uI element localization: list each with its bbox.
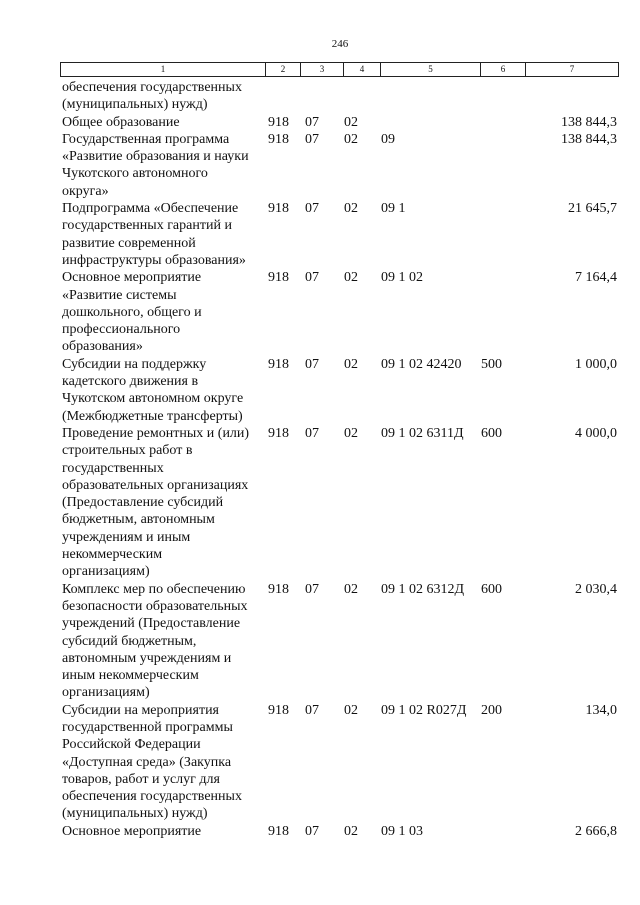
cell-section: 07 bbox=[305, 823, 319, 839]
cell-expense-type: 600 bbox=[481, 581, 502, 597]
name-line: (муниципальных) нужд) bbox=[62, 97, 208, 113]
column-header-1: 1 bbox=[61, 63, 266, 77]
cell-grbs: 918 bbox=[268, 114, 289, 130]
cell-grbs: 918 bbox=[268, 270, 289, 286]
name-line: Комплекс мер по обеспечению bbox=[62, 581, 246, 597]
cell-name bbox=[60, 269, 265, 355]
name-line: инфраструктуры образования» bbox=[62, 252, 246, 268]
cell-expense-type bbox=[480, 131, 525, 200]
cell-subsection: 02 bbox=[344, 702, 358, 718]
name-line: автономным учреждениям и bbox=[62, 650, 232, 666]
column-header-row bbox=[60, 62, 619, 77]
cell-name bbox=[60, 702, 265, 823]
name-line: образования» bbox=[62, 339, 143, 355]
cell-target-article: 09 1 02 6312Д bbox=[381, 581, 465, 597]
cell-name bbox=[60, 200, 265, 269]
name-line: организациям) bbox=[62, 685, 150, 701]
cell-expense-type bbox=[480, 79, 525, 114]
table-row bbox=[60, 200, 618, 269]
name-line: развитие современной bbox=[62, 235, 196, 251]
name-line: организациям) bbox=[62, 564, 150, 580]
name-line: субсидий бюджетным, bbox=[62, 633, 197, 649]
table-body bbox=[60, 79, 618, 840]
cell-section: 07 bbox=[305, 270, 319, 286]
cell-grbs: 918 bbox=[268, 131, 289, 147]
cell-expense-type: 500 bbox=[481, 356, 502, 372]
cell-subsection: 02 bbox=[344, 581, 358, 597]
name-line: обеспечения государственных bbox=[62, 789, 242, 805]
cell-grbs: 918 bbox=[268, 702, 289, 718]
cell-expense-type bbox=[480, 269, 525, 355]
name-line: Проведение ремонтных и (или) bbox=[62, 425, 250, 441]
cell-grbs: 918 bbox=[268, 425, 289, 441]
name-line: Субсидии на поддержку bbox=[62, 356, 207, 372]
name-line: Чукотском автономном округе bbox=[62, 391, 244, 407]
table-row bbox=[60, 114, 618, 131]
name-line: Субсидии на мероприятия bbox=[62, 702, 219, 718]
cell-target-article: 09 bbox=[381, 131, 395, 147]
name-line: Российской Федерации bbox=[62, 737, 201, 753]
name-line: округа» bbox=[62, 183, 109, 199]
column-header-5: 5 bbox=[381, 63, 481, 77]
name-line: образовательных организациях bbox=[62, 477, 249, 493]
name-line: «Развитие образования и науки bbox=[62, 149, 249, 165]
cell-subsection: 02 bbox=[344, 823, 358, 839]
cell-amount: 21 645,7 bbox=[568, 201, 617, 217]
name-line: профессионального bbox=[62, 322, 181, 338]
cell-amount bbox=[525, 79, 618, 114]
cell-section: 07 bbox=[305, 114, 319, 130]
cell-name bbox=[60, 823, 265, 840]
column-header-6: 6 bbox=[481, 63, 526, 77]
cell-section: 07 bbox=[305, 131, 319, 147]
cell-name bbox=[60, 114, 265, 131]
cell-amount: 1 000,0 bbox=[575, 356, 617, 372]
cell-subsection: 02 bbox=[344, 356, 358, 372]
cell-grbs: 918 bbox=[268, 581, 289, 597]
column-header-7: 7 bbox=[526, 63, 619, 77]
table-row bbox=[60, 823, 618, 840]
column-header-4: 4 bbox=[344, 63, 381, 77]
table-row bbox=[60, 425, 618, 581]
name-line: обеспечения государственных bbox=[62, 80, 242, 95]
table-row bbox=[60, 131, 618, 200]
cell-target-article: 09 1 02 6311Д bbox=[381, 425, 464, 441]
cell-section: 07 bbox=[305, 702, 319, 718]
page-number: 246 bbox=[331, 38, 349, 50]
name-line: некоммерческим bbox=[62, 547, 163, 563]
cell-name bbox=[60, 79, 265, 114]
name-line: кадетского движения в bbox=[62, 374, 199, 390]
cell-subsection bbox=[343, 79, 380, 114]
name-line: учреждениям и иным bbox=[62, 529, 191, 545]
cell-section: 07 bbox=[305, 581, 319, 597]
cell-name bbox=[60, 356, 265, 425]
cell-amount: 7 164,4 bbox=[575, 270, 617, 286]
name-line: государственных bbox=[62, 460, 164, 476]
name-line: бюджетным, автономным bbox=[62, 512, 215, 528]
name-line: товаров, работ и услуг для bbox=[62, 771, 220, 787]
cell-subsection: 02 bbox=[344, 114, 358, 130]
cell-amount: 138 844,3 bbox=[561, 131, 617, 147]
name-line: государственных гарантий и bbox=[62, 218, 232, 234]
name-line: государственной программы bbox=[62, 719, 233, 735]
name-line: Основное мероприятие bbox=[62, 270, 202, 286]
table-row bbox=[60, 581, 618, 702]
table-row bbox=[60, 356, 618, 425]
cell-section: 07 bbox=[305, 201, 319, 217]
cell-subsection: 02 bbox=[344, 270, 358, 286]
cell-name bbox=[60, 131, 265, 200]
column-header-3: 3 bbox=[301, 63, 344, 77]
name-line: иным некоммерческим bbox=[62, 668, 199, 684]
cell-target-article: 09 1 02 R027Д bbox=[381, 702, 467, 718]
name-line: учреждений (Предоставление bbox=[62, 616, 241, 632]
cell-expense-type bbox=[480, 114, 525, 131]
cell-amount: 2 030,4 bbox=[575, 581, 617, 597]
name-line: Основное мероприятие bbox=[62, 823, 202, 839]
cell-name bbox=[60, 581, 265, 702]
cell-subsection: 02 bbox=[344, 201, 358, 217]
cell-expense-type bbox=[480, 823, 525, 840]
cell-expense-type bbox=[480, 200, 525, 269]
name-line: Чукотского автономного bbox=[62, 166, 208, 182]
cell-section: 07 bbox=[305, 356, 319, 372]
cell-name bbox=[60, 425, 265, 581]
cell-subsection: 02 bbox=[344, 425, 358, 441]
cell-expense-type: 200 bbox=[481, 702, 502, 718]
name-line: Общее образование bbox=[62, 114, 180, 130]
cell-amount: 138 844,3 bbox=[561, 114, 617, 130]
name-line: Подпрограмма «Обеспечение bbox=[62, 201, 239, 217]
name-line: дошкольного, общего и bbox=[62, 304, 202, 320]
table-row bbox=[60, 269, 618, 355]
cell-amount: 2 666,8 bbox=[575, 823, 617, 839]
cell-section: 07 bbox=[305, 425, 319, 441]
table-row bbox=[60, 702, 618, 823]
name-line: строительных работ в bbox=[62, 443, 193, 459]
cell-amount: 134,0 bbox=[585, 702, 617, 718]
cell-grbs: 918 bbox=[268, 356, 289, 372]
cell-section bbox=[300, 79, 343, 114]
budget-table bbox=[60, 79, 618, 840]
cell-target-article: 09 1 02 42420 bbox=[381, 356, 462, 372]
cell-expense-type: 600 bbox=[481, 425, 502, 441]
name-line: (Межбюджетные трансферты) bbox=[62, 408, 243, 424]
cell-target-article: 09 1 02 bbox=[381, 270, 423, 286]
cell-target-article: 09 1 03 bbox=[381, 823, 423, 839]
name-line: Государственная программа bbox=[62, 131, 230, 147]
name-line: безопасности образовательных bbox=[62, 598, 248, 614]
cell-target-article bbox=[380, 79, 480, 114]
name-line: «Доступная среда» (Закупка bbox=[62, 754, 232, 770]
cell-grbs: 918 bbox=[268, 201, 289, 217]
cell-target-article bbox=[380, 114, 480, 131]
table-row bbox=[60, 79, 618, 114]
cell-amount: 4 000,0 bbox=[575, 425, 617, 441]
cell-subsection: 02 bbox=[344, 131, 358, 147]
column-header-2: 2 bbox=[266, 63, 301, 77]
cell-grbs bbox=[265, 79, 300, 114]
cell-grbs: 918 bbox=[268, 823, 289, 839]
name-line: (Предоставление субсидий bbox=[62, 495, 224, 511]
name-line: «Развитие системы bbox=[62, 287, 177, 303]
cell-target-article: 09 1 bbox=[381, 201, 406, 217]
name-line: (муниципальных) нужд) bbox=[62, 806, 208, 822]
